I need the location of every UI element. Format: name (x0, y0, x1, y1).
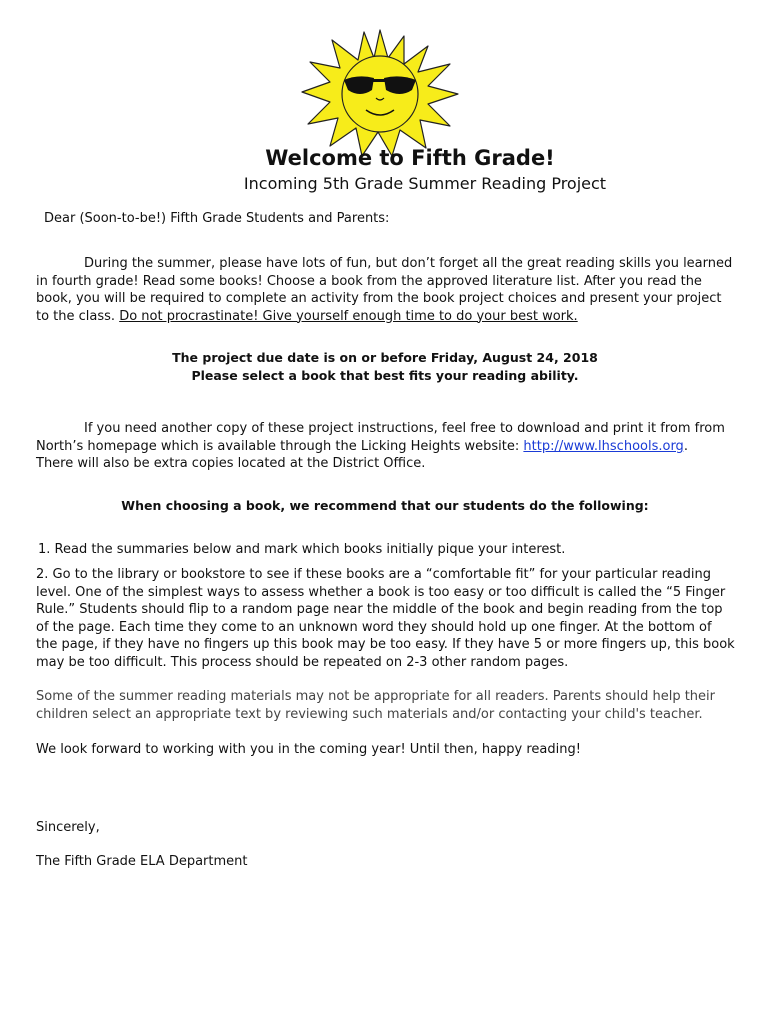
website-link[interactable]: http://www.lhschools.org (523, 438, 684, 454)
greeting: Dear (Soon-to-be!) Fifth Grade Students and Parents: (44, 211, 390, 226)
intro-underlined: Do not procrastinate! Give yourself enough time to do your best work. (119, 308, 578, 324)
signature: The Fifth Grade ELA Department (36, 854, 248, 869)
signoff: Sincerely, (36, 820, 100, 835)
step-2: 2. Go to the library or bookstore to see if these books are a “comfortable fit” for your particular reading level. One of the simplest ways to assess whether a book is too easy or too difficult is called the “5 Finger Rule.” Students should flip to a random page near the middle of the book and begin reading from the top of the page. Each time they come to an unknown word they should hold up one finger. At the bottom of the page, if they have no fingers up this book may be too easy. If they have 5 or more fingers up, this book may be too difficult. This process should be repeated on 2-3 other random pages. (36, 567, 735, 670)
due-date-line: The project due date is on or before Friday, August 24, 2018 (172, 350, 598, 365)
page-subtitle: Incoming 5th Grade Summer Reading Project (243, 174, 607, 193)
sun-with-sunglasses-icon (300, 28, 460, 160)
copies-text2: There will also be extra copies located at the District Office. (36, 456, 426, 471)
copies-paragraph (36, 420, 736, 473)
select-book-line: Please select a book that best fits your reading ability. (191, 368, 579, 383)
page-title: Welcome to Fifth Grade! (265, 146, 555, 170)
parent-note: Some of the summer reading materials may not be appropriate for all readers. Parents should help their children select an appropriate text by reviewing such materials and/or contacting your child's teacher. (36, 689, 715, 722)
copies-text: If you need another copy of these project instructions, feel free to download and print it from from North’s homepage which is available through the Licking Heights website: (36, 421, 725, 454)
intro-text: During the summer, please have lots of fun, but don’t forget all the great reading skills you learned in fourth grade! Read some books! Choose a book from the approved literature list. After you read the book, you will be required to complete an activity from the book project choices and present your project to the class. (36, 256, 733, 324)
step-1: 1. Read the summaries below and mark which books initially pique your interest. (38, 542, 566, 557)
closing-line: We look forward to working with you in the coming year! Until then, happy reading! (36, 742, 581, 757)
recommend-heading: When choosing a book, we recommend that our students do the following: (121, 498, 649, 513)
intro-paragraph (36, 255, 736, 325)
copies-after-link: . (683, 438, 688, 454)
